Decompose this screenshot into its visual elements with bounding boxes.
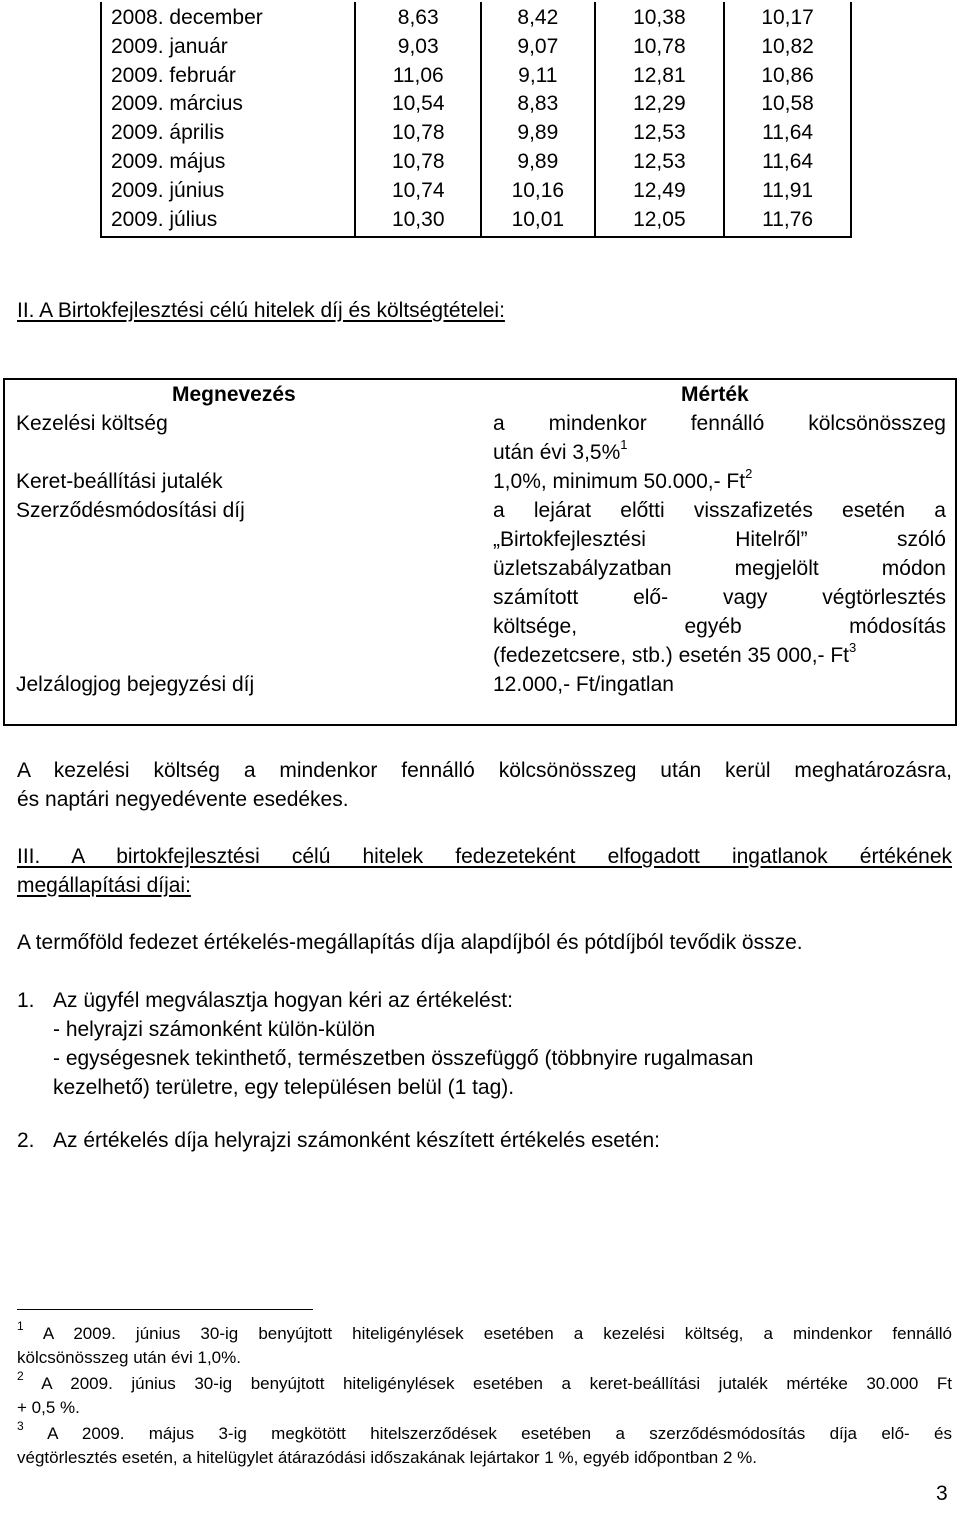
table-row: [101, 62, 851, 91]
table-row: [101, 206, 851, 238]
fee-header-value: Mérték: [681, 383, 749, 406]
section-3-intro: A termőföld fedezet értékelés-megállapítás díja alapdíjból és pótdíjból tevődik össze.: [17, 931, 803, 954]
rate-cell: 11,64: [724, 148, 851, 177]
rate-cell: 10,16: [481, 177, 594, 206]
rate-cell: 10,58: [724, 90, 851, 119]
rates-table: [100, 2, 852, 238]
rate-cell: 9,89: [481, 148, 594, 177]
table-row: [101, 119, 851, 148]
table-row: [101, 177, 851, 206]
item-2: Az értékelés díja helyrajzi számonként készített értékelés esetén:: [53, 1129, 660, 1152]
fee-table: [3, 378, 957, 726]
rate-cell: 11,06: [355, 62, 481, 91]
month-cell: 2009. május: [111, 149, 226, 173]
rate-cell: 10,54: [355, 90, 481, 119]
rate-cell: 8,83: [481, 90, 594, 119]
table-row: [101, 33, 851, 62]
month-cell: 2009. február: [111, 63, 236, 87]
rate-cell: 10,78: [595, 33, 725, 62]
rate-cell: 8,42: [481, 2, 594, 33]
fee-row-value: a mindenkor fennálló kölcsönösszeg után évi 3,5%$^1$: [493, 412, 946, 464]
rate-cell: 10,01: [481, 206, 594, 238]
section-2-title: II. A Birtokfejlesztési célú hitelek díj és költségtételei:: [17, 299, 505, 322]
month-cell: 2008. december: [111, 6, 263, 29]
rate-cell: 12,05: [595, 206, 725, 238]
rate-cell: 10,78: [355, 119, 481, 148]
fee-row-name: Keret-beállítási jutalék: [16, 470, 223, 493]
fee-row-value: 1,0%, minimum 50.000,- Ft$^2$: [493, 466, 753, 493]
footnote-3: $^3$ A 2009. május 3-ig megkötött hitelszerződések esetében a szerződésmódosítás díja elő- és végtörlesztés esetén, a hitelügylet átárazódási időszakának lejártakor 1 %, egyéb időpontban 2 %.: [17, 1419, 952, 1467]
fee-row-name: Szerződésmódosítási díj: [16, 499, 245, 522]
rate-cell: 12,81: [595, 62, 725, 91]
rate-cell: 12,49: [595, 177, 725, 206]
rate-cell: 10,78: [355, 148, 481, 177]
rate-cell: 9,11: [481, 62, 594, 91]
month-cell: 2009. január: [111, 34, 228, 58]
rate-cell: 11,91: [724, 177, 851, 206]
item-1-number: 1.: [17, 989, 35, 1012]
item-1: Az ügyfél megválasztja hogyan kéri az értékelést: - helyrajzi számonként külön-külön - egységesnek tekinthető, természetben összefüggő (többnyire rugalmasan kezelhető) területre, egy településen belül (1 tag).: [53, 989, 754, 1099]
rate-cell: 12,53: [595, 148, 725, 177]
rate-cell: 12,29: [595, 90, 725, 119]
rate-cell: 11,64: [724, 119, 851, 148]
rate-cell: 10,82: [724, 33, 851, 62]
fee-row-value: a lejárat előtti visszafizetés esetén a „Birtokfejlesztési Hitelről” szóló üzletszabályzatban megjelölt módon számított elő- vagy végtörlesztés költsége, egyéb módosítás (fedezetcsere, stb.) esetén 35 000,- Ft$^3$: [493, 499, 946, 667]
month-cell: 2009. július: [111, 207, 218, 231]
rate-cell: 10,74: [355, 177, 481, 206]
section-3-title: III. A birtokfejlesztési célú hitelek fedezeteként elfogadott ingatlanok értékének megállapítási díjai:: [17, 845, 952, 897]
table-row: [101, 2, 851, 33]
fee-header-name: Megnevezés: [172, 383, 296, 406]
rate-cell: 10,38: [595, 2, 725, 33]
rate-cell: 9,07: [481, 33, 594, 62]
fee-row-value: 12.000,- Ft/ingatlan: [493, 673, 674, 696]
rate-cell: 8,63: [355, 2, 481, 33]
rate-cell: 10,17: [724, 2, 851, 33]
month-cell: 2009. március: [111, 92, 243, 116]
item-2-number: 2.: [17, 1129, 35, 1152]
table-row: [101, 148, 851, 177]
fee-row-name: Kezelési költség: [16, 412, 168, 435]
fee-row-name: Jelzálogjog bejegyzési díj: [16, 673, 255, 696]
table-row: [101, 90, 851, 119]
rate-cell: 11,76: [724, 206, 851, 238]
month-cell: 2009. június: [111, 178, 225, 202]
rate-cell: 10,86: [724, 62, 851, 91]
rate-cell: 12,53: [595, 119, 725, 148]
rate-cell: 10,30: [355, 206, 481, 238]
footnote-1: $^1$ A 2009. június 30-ig benyújtott hiteligénylések esetében a kezelési költség, a mindenkor fennálló kölcsönösszeg után évi 1,0%.: [17, 1319, 952, 1367]
rate-cell: 9,89: [481, 119, 594, 148]
page-number: 3: [936, 1482, 948, 1505]
month-cell: 2009. április: [111, 121, 225, 145]
footnote-2: $^2$ A 2009. június 30-ig benyújtott hiteligénylések esetében a keret-beállítási jutalék mértéke 30.000 Ft + 0,5 %.: [17, 1369, 952, 1417]
kezelesi-paragraph: A kezelési költség a mindenkor fennálló kölcsönösszeg után kerül meghatározásra, és naptári negyedévente esedékes.: [17, 759, 952, 811]
rate-cell: 9,03: [355, 33, 481, 62]
footnote-separator: [17, 1309, 313, 1310]
